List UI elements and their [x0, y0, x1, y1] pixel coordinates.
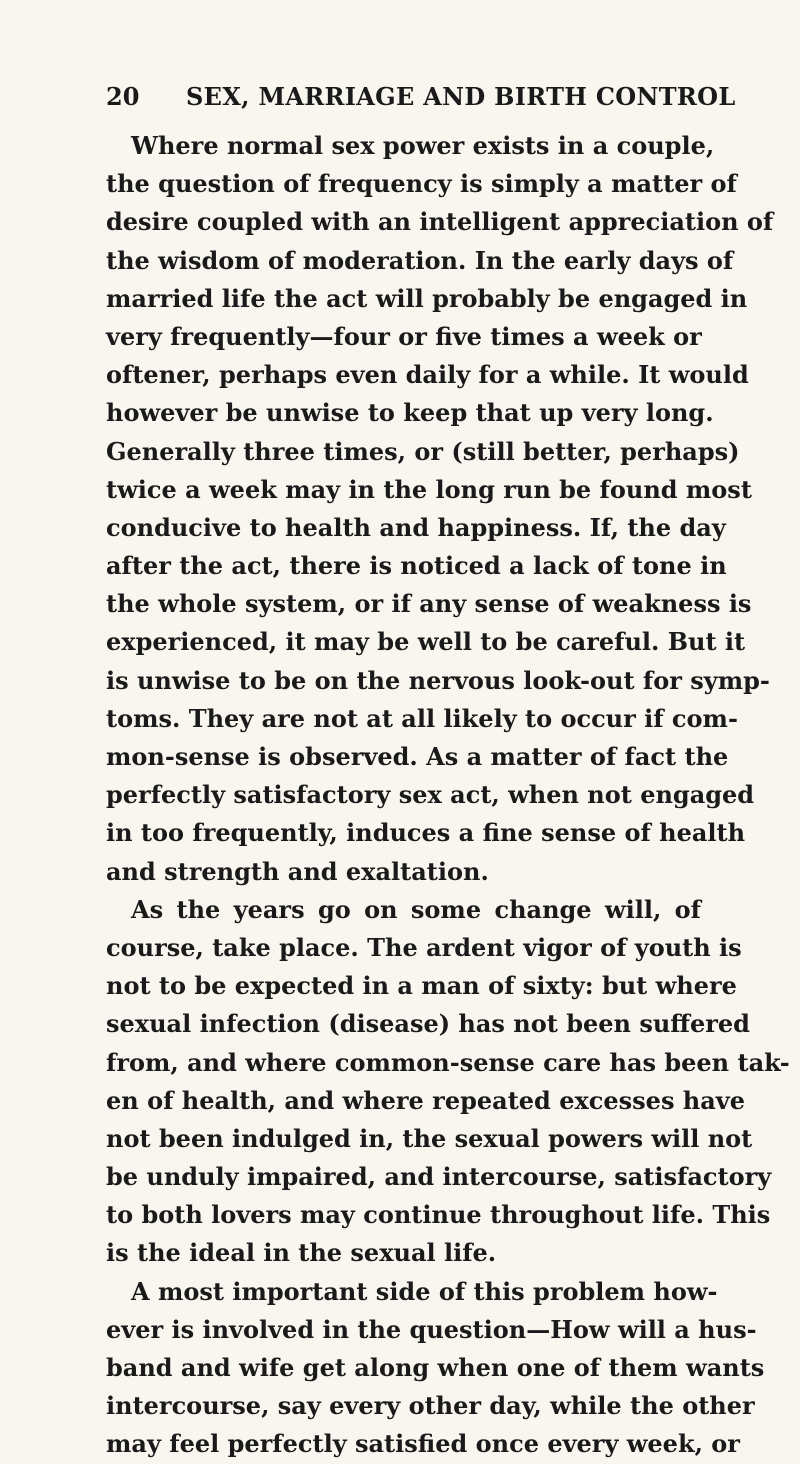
text-line: ever is involved in the question—How will a hus-: [106, 1314, 757, 1344]
text-line: twice a week may in the long run be found most: [106, 474, 752, 504]
text-line: from, and where common-sense care has been tak-: [106, 1047, 790, 1077]
text-line: the wisdom of moderation. In the early days of: [106, 245, 734, 275]
text-line: sexual infection (disease) has not been suffered: [106, 1009, 750, 1039]
text-line: be unduly impaired, and intercourse, satisfactory: [106, 1162, 772, 1192]
running-title: SEX, MARRIAGE AND BIRTH CONTROL: [186, 82, 736, 111]
text-line: conducive to health and happiness. If, the day: [106, 512, 726, 542]
text-line: not been indulged in, the sexual powers will not: [106, 1123, 753, 1153]
page-header: [106, 80, 736, 114]
paragraph: [106, 1273, 765, 1464]
text-line: Where normal sex power exists in a couple,: [131, 131, 715, 160]
text-line: however be unwise to keep that up very long.: [106, 398, 714, 428]
text-line: As the years go on some change will, of: [131, 894, 701, 924]
text-line: is the ideal in the sexual life.: [106, 1238, 497, 1268]
text-line: and strength and exaltation.: [106, 856, 489, 886]
text-line: perfectly satisfactory sex act, when not engaged: [106, 780, 755, 810]
text-line: in too frequently, induces a fine sense of health: [106, 818, 746, 848]
text-line: not to be expected in a man of sixty: but where: [106, 971, 737, 1001]
text-line: experienced, it may be well to be careful. But it: [106, 627, 746, 657]
page-number: 20: [106, 82, 140, 111]
text-line: the question of frequency is simply a matter of: [106, 169, 737, 199]
paragraph: [106, 127, 774, 891]
text-line: is unwise to be on the nervous look-out for symp-: [106, 665, 770, 695]
text-line: intercourse, say every other day, while the other: [106, 1391, 755, 1421]
paragraph: [106, 891, 790, 1273]
text-line: mon-sense is observed. As a matter of fact the: [106, 742, 729, 771]
text-line: after the act, there is noticed a lack of tone in: [106, 551, 727, 581]
text-line: may feel perfectly satisfied once every week, or: [106, 1429, 740, 1459]
text-line: very frequently—four or five times a week or: [106, 321, 702, 351]
text-line: A most important side of this problem how-: [131, 1276, 718, 1306]
body-text: [106, 127, 790, 1464]
text-line: oftener, perhaps even daily for a while. It would: [106, 360, 749, 390]
text-line: married life the act will probably be engaged in: [106, 283, 748, 313]
text-line: Generally three times, or (still better, perhaps): [106, 436, 740, 466]
text-line: desire coupled with an intelligent appreciation of: [106, 207, 774, 237]
text-line: band and wife get along when one of them wants: [106, 1353, 765, 1382]
text-line: the whole system, or if any sense of weakness is: [106, 589, 752, 619]
text-line: en of health, and where repeated excesses have: [106, 1085, 746, 1115]
text-line: course, take place. The ardent vigor of youth is: [106, 932, 742, 962]
text-line: to both lovers may continue throughout life. This: [106, 1200, 771, 1230]
text-line: toms. They are not at all likely to occur if com-: [106, 703, 738, 733]
